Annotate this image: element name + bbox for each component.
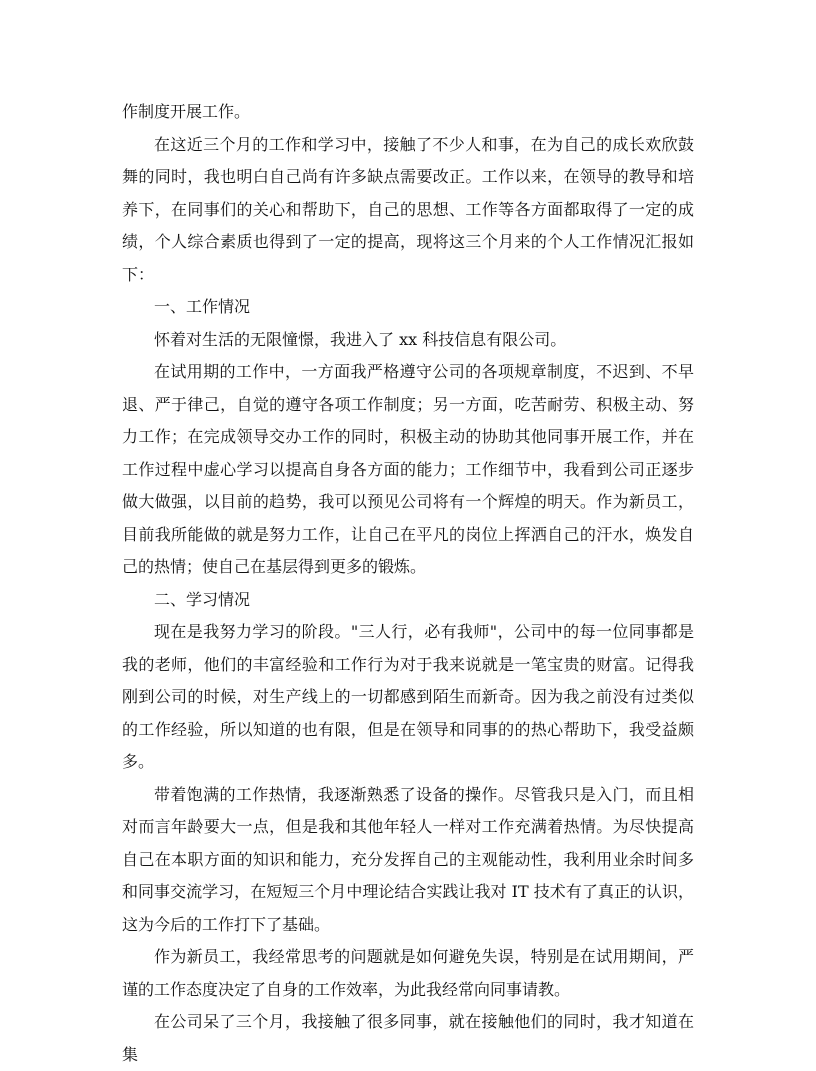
- paragraph-truncated: 在公司呆了三个月，我接触了很多同事，就在接触他们的同时，我才知道在集: [122, 1012, 694, 1064]
- paragraph-continuation: 作制度开展工作。: [122, 102, 251, 121]
- paragraph: 怀着对生活的无限憧憬，我进入了 xx 科技信息有限公司。: [154, 329, 567, 349]
- paragraph: 在试用期的工作中，一方面我严格遵守公司的各项规章制度，不迟到、不早退、严于律己，自觉的遵守各项工作制度；另一方面，吃苦耐劳、积极主动、努力工作；在完成领导交办工作的同时，积极主动的协助其他同事开展工作，并在工作过程中虚心学习以提高自身各方面的能力；工作细节中，我看到公司正逐步做大做强，以目前的趋势，我可以预见公司将有一个辉煌的明天。作为新员工，目前我所能做的就是努力工作，让自己在平凡的岗位上挥洒自己的汗水，焕发自己的热情；使自己在基层得到更多的锻炼。: [122, 362, 694, 576]
- paragraph: 作为新员工，我经常思考的问题就是如何避免失误，特别是在试用期间，严谨的工作态度决定了自身的工作效率，为此我经常向同事请教。: [122, 947, 694, 999]
- paragraph: 现在是我努力学习的阶段。"三人行，必有我师"，公司中的每一位同事都是我的老师，他们的丰富经验和工作行为对于我来说就是一笔宝贵的财富。记得我刚到公司的时候，对生产线上的一切都感到陌生而新奇。因为我之前没有过类似的工作经验，所以知道的也有限，但是在领导和同事的的热心帮助下，我受益颇多。: [122, 622, 694, 771]
- section-heading-work: 一、工作情况: [154, 297, 251, 316]
- paragraph: 带着饱满的工作热情，我逐渐熟悉了设备的操作。尽管我只是入门，而且相对而言年龄要大一点，但是我和其他年轻人一样对工作充满着热情。为尽快提高自己在本职方面的知识和能力，充分发挥自己的主观能动性，我利用业余时间多和同事交流学习，在短短三个月中理论结合实践让我对 IT 技术有了真正的认识，这为今后的工作打下了基础。: [122, 784, 694, 934]
- section-heading-study: 二、学习情况: [154, 589, 251, 609]
- document-body: [122, 96, 694, 1071]
- paragraph-intro: 在这近三个月的工作和学习中，接触了不少人和事，在为自己的成长欢欣鼓舞的同时，我也明白自己尚有许多缺点需要改正。工作以来，在领导的教导和培养下，在同事们的关心和帮助下，自己的思想、工作等各方面都取得了一定的成绩，个人综合素质也得到了一定的提高，现将这三个月来的个人工作情况汇报如下：: [122, 134, 694, 284]
